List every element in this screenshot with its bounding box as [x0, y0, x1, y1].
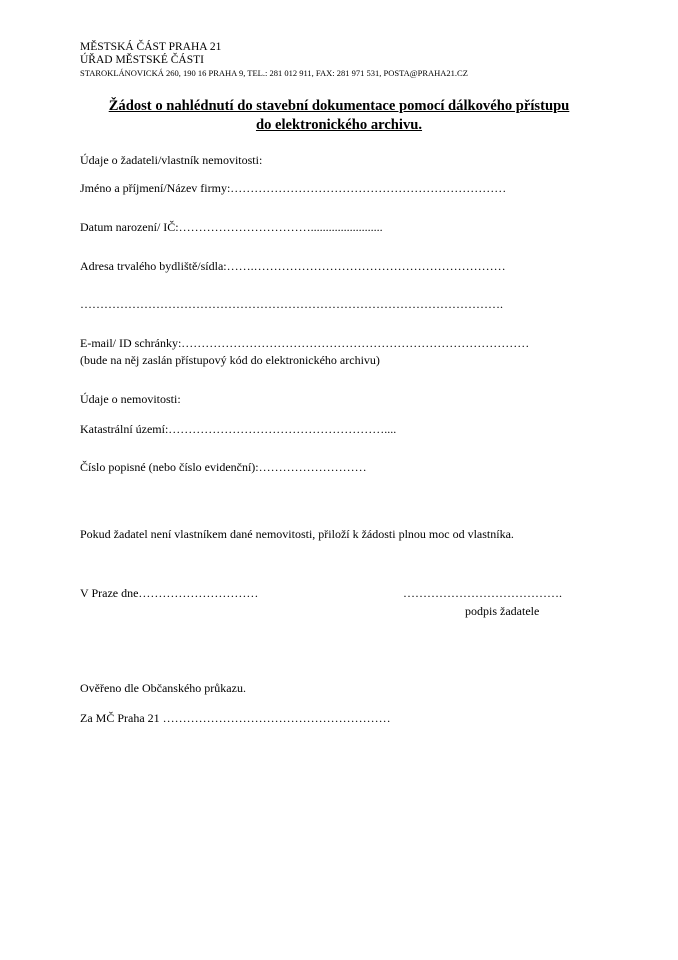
signature-line: ………………………………….	[403, 586, 562, 600]
email-field: E-mail/ ID schránky:……………………………………………………………………………	[80, 336, 530, 350]
header-municipality: MĚSTSKÁ ČÁST PRAHA 21	[80, 41, 222, 53]
document-title-line1: Žádost o nahlédnutí do stavební dokumentace pomocí dálkového přístupu	[108, 98, 570, 114]
date-field: V Praze dne…………………………	[80, 586, 259, 600]
power-of-attorney-notice: Pokud žadatel není vlastníkem dané nemovitosti, přiloží k žádosti plnou moc od vlastníka.	[80, 527, 514, 541]
name-field: Jméno a příjmení/Název firmy:……………………………………………………………	[80, 181, 507, 195]
header-office: ÚŘAD MĚSTSKÉ ČÁSTI	[80, 54, 204, 66]
verification-text: Ověřeno dle Občanského průkazu.	[80, 681, 246, 695]
office-verification-field: Za MČ Praha 21 …………………………………………………	[80, 711, 391, 725]
document-title-line2: do elektronického archivu.	[255, 117, 423, 133]
header-contact: STAROKLÁNOVICKÁ 260, 190 16 PRAHA 9, TEL.: 281 012 911, FAX: 281 971 531, POSTA@PRAHA21.CZ	[80, 68, 468, 78]
property-section-label: Údaje o nemovitosti:	[80, 392, 181, 406]
house-number-field: Číslo popisné (nebo číslo evidenční):………………………	[80, 460, 367, 474]
address-continuation-line: …………………………………………………………………………………………….	[80, 297, 503, 311]
address-field: Adresa trvalého bydliště/sídla:…….………………………………………………………	[80, 259, 506, 273]
cadastral-area-field: Katastrální území:………………………………………………....	[80, 422, 397, 436]
applicant-section-label: Údaje o žadateli/vlastník nemovitosti:	[80, 153, 263, 167]
birth-date-field: Datum narození/ IČ:……………………………........................	[80, 220, 383, 234]
signature-label: podpis žadatele	[465, 604, 540, 618]
email-note: (bude na něj zaslán přístupový kód do elektronického archivu)	[80, 353, 380, 367]
